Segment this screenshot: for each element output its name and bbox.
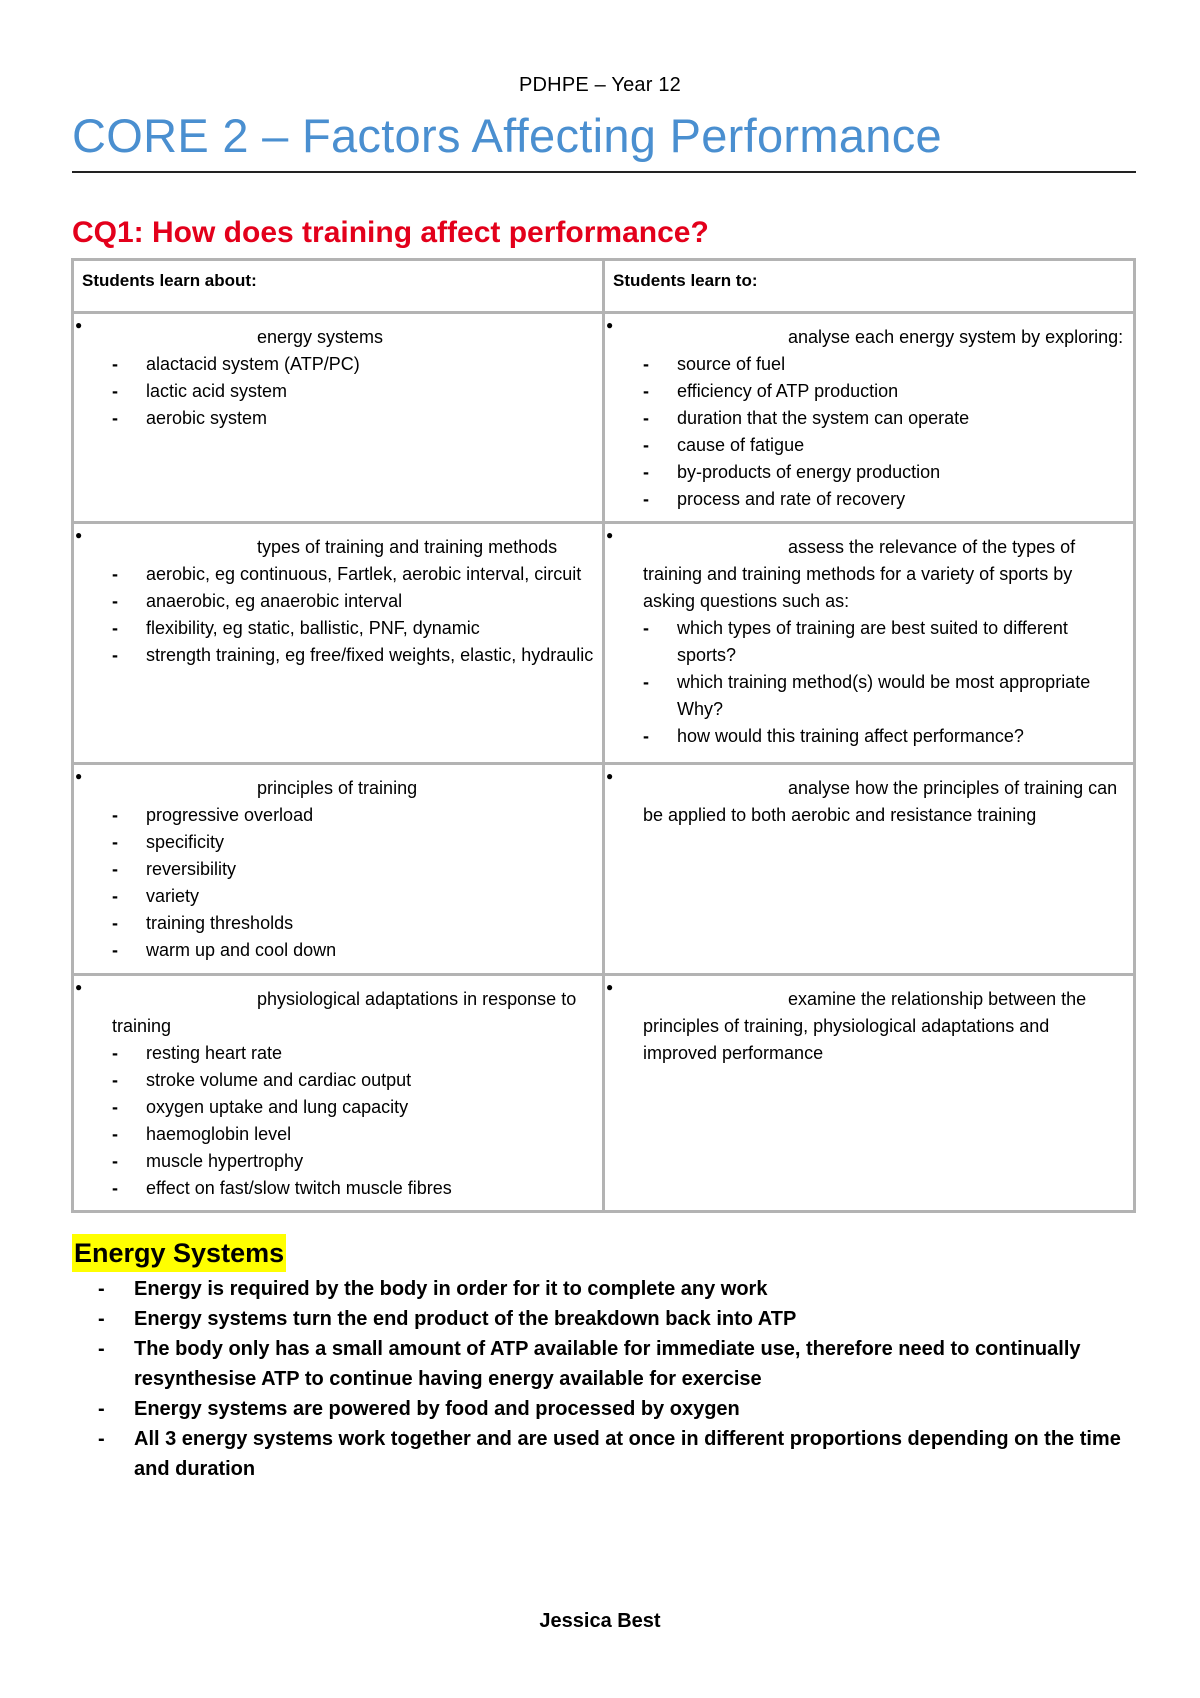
list-item: - All 3 energy systems work together and are used at once in different proportions depending on the time and duration: [98, 1424, 1136, 1484]
bullet-icon: ●: [75, 769, 83, 783]
list-item: - variety: [112, 883, 594, 910]
bullet-icon: ●: [75, 980, 83, 994]
list-item: - efficiency of ATP production: [643, 378, 1125, 405]
list-item: - source of fuel: [643, 351, 1125, 378]
column-header-learn-about: Students learn about:: [73, 260, 604, 313]
learn-to-list: [613, 615, 1125, 750]
column-header-learn-to: Students learn to:: [604, 260, 1135, 313]
table-row: [73, 764, 1135, 975]
list-item: - training thresholds: [112, 910, 594, 937]
list-item: - Energy systems are powered by food and processed by oxygen: [98, 1394, 1136, 1424]
table-row: [73, 313, 1135, 523]
bullet-icon: ●: [606, 528, 614, 542]
section-heading: Energy Systems: [72, 1234, 286, 1272]
learn-about-list: [82, 561, 594, 669]
list-item: - muscle hypertrophy: [112, 1148, 594, 1175]
learn-about-lead: physiological adaptations in response to training: [112, 989, 577, 1036]
learn-about-cell: [73, 975, 604, 1212]
list-item: - aerobic, eg continuous, Fartlek, aerobic interval, circuit: [112, 561, 594, 588]
list-item: - process and rate of recovery: [643, 486, 1125, 513]
learn-to-cell: [604, 975, 1135, 1212]
list-item: - strength training, eg free/fixed weights, elastic, hydraulic: [112, 642, 594, 669]
list-item: - cause of fatigue: [643, 432, 1125, 459]
bullet-icon: ●: [606, 980, 614, 994]
list-item: - lactic acid system: [112, 378, 594, 405]
learn-to-lead: analyse how the principles of training can be applied to both aerobic and resistance training: [643, 778, 1118, 825]
learn-to-cell: [604, 764, 1135, 975]
learn-about-lead: principles of training: [257, 778, 418, 798]
page-title: CORE 2 – Factors Affecting Performance: [72, 108, 1136, 173]
learn-to-lead: analyse each energy system by exploring:: [788, 327, 1124, 347]
table-body: [73, 313, 1135, 1212]
syllabus-table: [71, 258, 1136, 1213]
bullet-icon: ●: [75, 528, 83, 542]
list-item: - flexibility, eg static, ballistic, PNF, dynamic: [112, 615, 594, 642]
learn-to-cell: [604, 523, 1135, 764]
list-item: - oxygen uptake and lung capacity: [112, 1094, 594, 1121]
list-item: - stroke volume and cardiac output: [112, 1067, 594, 1094]
learn-about-cell: [73, 523, 604, 764]
learn-about-list: [82, 1040, 594, 1202]
bullet-icon: ●: [606, 769, 614, 783]
list-item: - Energy is required by the body in order for it to complete any work: [98, 1274, 1136, 1304]
learn-about-lead: energy systems: [257, 327, 384, 347]
bullet-icon: ●: [75, 318, 83, 332]
learn-to-lead: assess the relevance of the types of training and training methods for a variety of sports by asking questions such as:: [643, 537, 1076, 611]
list-item: - Energy systems turn the end product of the breakdown back into ATP: [98, 1304, 1136, 1334]
critical-question: CQ1: How does training affect performance?: [72, 216, 709, 249]
list-item: - by-products of energy production: [643, 459, 1125, 486]
learn-about-list: [82, 351, 594, 432]
table-row: [73, 523, 1135, 764]
list-item: - anaerobic, eg anaerobic interval: [112, 588, 594, 615]
list-item: - warm up and cool down: [112, 937, 594, 964]
learn-to-list: [613, 351, 1125, 513]
list-item: - alactacid system (ATP/PC): [112, 351, 594, 378]
energy-points-list: [72, 1274, 1136, 1484]
bullet-icon: ●: [606, 318, 614, 332]
list-item: - haemoglobin level: [112, 1121, 594, 1148]
list-item: - resting heart rate: [112, 1040, 594, 1067]
list-item: - aerobic system: [112, 405, 594, 432]
list-item: - specificity: [112, 829, 594, 856]
list-item: - which training method(s) would be most appropriate Why?: [643, 669, 1125, 723]
list-item: - duration that the system can operate: [643, 405, 1125, 432]
page-footer: Jessica Best: [539, 1610, 661, 1632]
learn-about-cell: [73, 764, 604, 975]
list-item: - The body only has a small amount of ATP available for immediate use, therefore need to continually resynthesise ATP to continue having energy available for exercise: [98, 1334, 1136, 1394]
page-header: PDHPE – Year 12: [519, 74, 681, 96]
learn-about-list: [82, 802, 594, 964]
list-item: - effect on fast/slow twitch muscle fibres: [112, 1175, 594, 1202]
list-item: - progressive overload: [112, 802, 594, 829]
list-item: - how would this training affect performance?: [643, 723, 1125, 750]
table-row: [73, 975, 1135, 1212]
learn-about-cell: [73, 313, 604, 523]
list-item: - which types of training are best suited to different sports?: [643, 615, 1125, 669]
energy-systems-section: [72, 1234, 1136, 1484]
learn-to-lead: examine the relationship between the principles of training, physiological adaptations and improved performance: [643, 989, 1087, 1063]
list-item: - reversibility: [112, 856, 594, 883]
learn-to-cell: [604, 313, 1135, 523]
learn-about-lead: types of training and training methods: [257, 537, 558, 557]
